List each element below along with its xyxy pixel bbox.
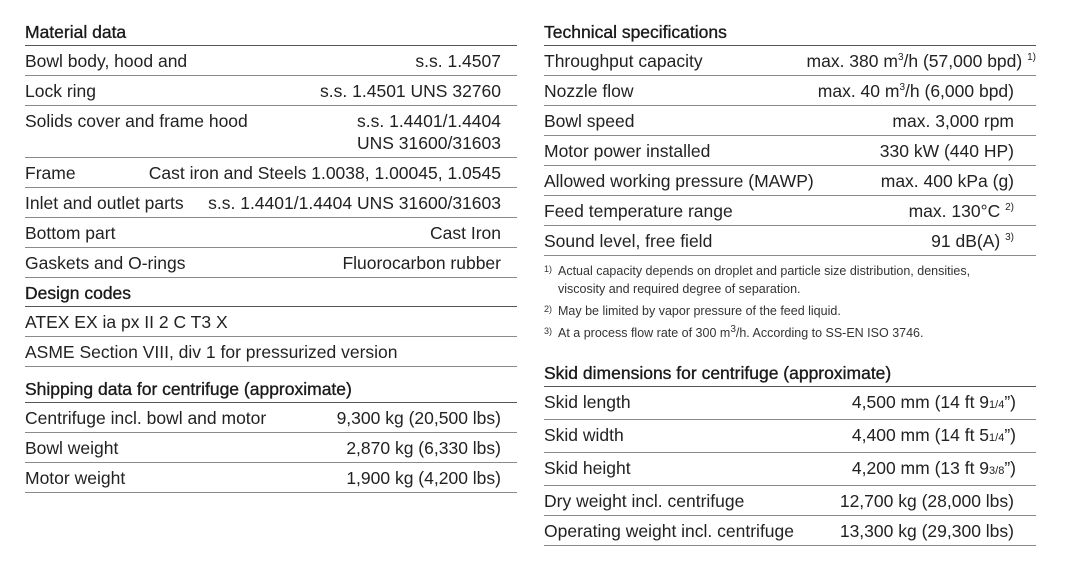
row-value-line1: s.s. 1.4401/1.4404 (357, 111, 501, 131)
row-label: Solids cover and frame hood (25, 111, 248, 131)
row-value: s.s. 1.4401/1.4404 UNS 31600/31603 (208, 193, 501, 213)
table-row (25, 433, 517, 463)
row-label: Skid height (544, 458, 631, 478)
row-label: Bottom part (25, 223, 116, 243)
row-label: Feed temperature range (544, 201, 733, 221)
row-value: Cast Iron (430, 223, 501, 243)
value-text: 4,400 mm (14 ft 5 (851, 425, 990, 445)
design-codes-heading: Design codes (25, 280, 517, 307)
row-label: Frame (25, 163, 76, 183)
row-value (852, 391, 1036, 416)
table-row (544, 486, 1036, 516)
row-value (818, 80, 1036, 102)
table-row (25, 158, 517, 188)
footnote-ref: 3) (1005, 232, 1014, 244)
row-label: Operating weight incl. centrifuge (544, 521, 794, 541)
value-text: ”) (1004, 425, 1016, 445)
footnote-ref: 2) (1005, 202, 1014, 214)
shipping-data-heading: Shipping data for centrifuge (approximate) (25, 376, 517, 403)
value-text: 4,200 mm (13 ft 9 (851, 458, 990, 478)
row-label: Motor power installed (544, 141, 711, 161)
table-row (544, 166, 1036, 196)
table-row (544, 226, 1036, 256)
footnote-text: Actual capacity depends on droplet and particle size distribution, densities, (558, 264, 971, 278)
row-label: Bowl weight (25, 438, 119, 458)
footnotes (544, 256, 1036, 342)
footnote (544, 302, 1036, 320)
superscript: 3 (897, 52, 904, 64)
technical-specifications-heading: Technical specifications (544, 19, 1036, 46)
row-value: 13,300 kg (29,300 lbs) (839, 521, 1014, 541)
superscript: 3 (730, 323, 736, 335)
footnote (544, 262, 1036, 298)
row-value: Cast iron and Steels 1.0038, 1.00045, 1.0545 (148, 163, 501, 183)
row-value: Fluorocarbon rubber (342, 253, 501, 273)
value-text: max. 380 m (806, 51, 898, 71)
row-label: ATEX EX ia px II 2 C T3 X (25, 312, 228, 332)
row-value: max. 3,000 rpm (892, 111, 1014, 131)
table-row (25, 463, 517, 493)
footnote-mark: 2) (544, 304, 553, 314)
row-value (357, 110, 517, 154)
footnote-ref: 1) (1027, 52, 1036, 64)
right-column (544, 19, 1036, 546)
row-value: 1,900 kg (4,200 lbs) (346, 468, 501, 488)
footnote-text: /h. According to SS-EN ISO 3746. (735, 326, 924, 340)
footnote-text: May be limited by vapor pressure of the feed liquid. (558, 304, 841, 318)
row-value (909, 200, 1036, 222)
value-text: max. 130°C (908, 201, 1001, 221)
table-row (544, 106, 1036, 136)
fraction: 3/8 (989, 465, 1005, 477)
table-row (25, 403, 517, 433)
row-label: Motor weight (25, 468, 126, 488)
row-label: Inlet and outlet parts (25, 193, 184, 213)
row-label: Lock ring (25, 81, 97, 101)
table-row (25, 248, 517, 278)
row-value (931, 230, 1036, 252)
row-label: Bowl body, hood and (25, 51, 188, 71)
footnote-mark: 3) (544, 326, 553, 336)
value-text: max. 40 m (817, 81, 900, 101)
row-label: Skid length (544, 392, 631, 412)
row-label: Throughput capacity (544, 51, 703, 71)
row-value (852, 457, 1036, 482)
left-column (25, 19, 517, 493)
row-value: max. 400 kPa (g) (880, 171, 1014, 191)
row-value (852, 424, 1036, 449)
table-row (544, 136, 1036, 166)
superscript: 3 (899, 82, 906, 94)
table-row (25, 46, 517, 76)
table-row (25, 307, 517, 337)
fraction: 1/4 (989, 432, 1005, 444)
skid-dimensions-heading: Skid dimensions for centrifuge (approximate) (544, 360, 1036, 387)
table-row (25, 337, 517, 367)
value-text: /h (57,000 bpd) (903, 51, 1023, 71)
row-label: Dry weight incl. centrifuge (544, 491, 745, 511)
value-text: 91 dB(A) (931, 231, 1001, 251)
footnote-text-line2: viscosity and required degree of separation. (558, 282, 801, 296)
table-row (544, 387, 1036, 420)
row-value: s.s. 1.4507 (415, 51, 501, 71)
row-value: 330 kW (440 HP) (879, 141, 1014, 161)
row-label: Skid width (544, 425, 624, 445)
row-label: Sound level, free field (544, 231, 713, 251)
row-value (807, 50, 1036, 72)
row-value: s.s. 1.4501 UNS 32760 (320, 81, 501, 101)
row-value: 2,870 kg (6,330 lbs) (346, 438, 501, 458)
row-value-line2: UNS 31600/31603 (357, 133, 501, 153)
table-row (544, 76, 1036, 106)
row-value: 12,700 kg (28,000 lbs) (839, 491, 1014, 511)
table-row (25, 218, 517, 248)
fraction: 1/4 (989, 399, 1005, 411)
value-text: /h (6,000 bpd) (905, 81, 1014, 101)
table-row (25, 106, 517, 158)
table-row (544, 516, 1036, 546)
value-text: 4,500 mm (14 ft 9 (851, 392, 990, 412)
value-text: ”) (1004, 392, 1016, 412)
table-row (544, 46, 1036, 76)
value-text: ”) (1004, 458, 1016, 478)
row-label: Centrifuge incl. bowl and motor (25, 408, 267, 428)
row-value: 9,300 kg (20,500 lbs) (336, 408, 501, 428)
row-label: Nozzle flow (544, 81, 634, 101)
table-row (25, 188, 517, 218)
table-row (544, 196, 1036, 226)
footnote-mark: 1) (544, 264, 553, 274)
row-label: ASME Section VIII, div 1 for pressurized version (25, 342, 398, 362)
footnote (544, 324, 1036, 342)
table-row (544, 453, 1036, 486)
material-data-heading: Material data (25, 19, 517, 46)
table-row (25, 76, 517, 106)
row-label: Bowl speed (544, 111, 635, 131)
row-label: Gaskets and O-rings (25, 253, 186, 273)
row-label: Allowed working pressure (MAWP) (544, 171, 814, 191)
table-row (544, 420, 1036, 453)
footnote-text: At a process flow rate of 300 m (558, 326, 731, 340)
